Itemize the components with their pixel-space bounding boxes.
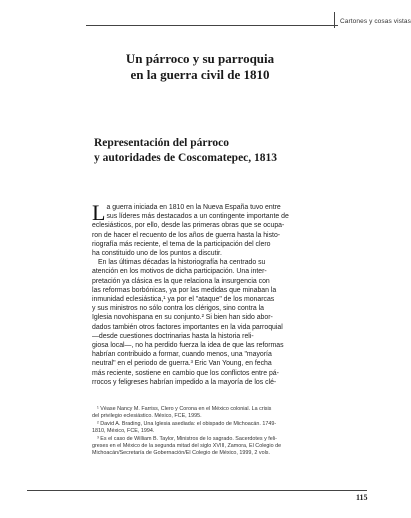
body-line: giosa local—, no ha perdido fuerza la idea de que las reformas xyxy=(92,342,284,350)
body-line: inmunidad eclesiástica,¹ ya por el "ataque" de los monarcas xyxy=(92,296,275,304)
body-line: Iglesia novohispana en su conjunto.² Si bien han sido abor- xyxy=(92,314,273,322)
chapter-title-line: en la guerra civil de 1810 xyxy=(130,67,270,82)
section-title-line: y autoridades de Coscomatepec, 1813 xyxy=(94,152,278,164)
section-title xyxy=(94,136,354,166)
section-title-line: Representación del párroco xyxy=(94,137,230,149)
footnote-line: greses en el México de la segunda mitad del siglo XVIII, Zamora, El Colegio de xyxy=(92,443,282,450)
running-header xyxy=(336,18,411,25)
body-line: riografía más reciente, el tema de la participación del clero xyxy=(92,240,271,248)
body-line: ron de hacer el recuento de los años de guerra hasta la histo- xyxy=(92,231,281,239)
footnote-line: Michoacán/Secretaría de Gobernación/El Colegio de México, 1999, 2 vols. xyxy=(92,450,270,457)
body-line: sus líderes más destacados a un contingente importante de xyxy=(106,213,289,221)
footnote-line: ¹ Véase Nancy M. Farriss, Clero y Corona en el México colonial. La crisis xyxy=(97,406,272,412)
header-rule xyxy=(86,25,338,26)
body-line: En las últimas décadas la historiografía ha centrado su xyxy=(98,259,266,267)
body-line: atención en los motivos de dicha participación. Una inter- xyxy=(92,268,267,276)
body-line: —desde cuestiones doctrinarias hasta la historia reli- xyxy=(92,332,254,340)
footer-rule xyxy=(27,490,367,491)
footnotes xyxy=(92,406,358,458)
footnote-line: ² David A. Brading, Una Iglesia asediada: el obispado de Michoacán. 1749- xyxy=(97,420,277,427)
paragraph-1 xyxy=(92,200,356,258)
body-text xyxy=(92,200,356,387)
body-line: a guerra iniciada en 1810 en la Nueva España tuvo entre xyxy=(106,204,281,211)
header-separator xyxy=(334,12,335,28)
page-number: 115 xyxy=(356,493,368,502)
body-line: habrían contribuido a formar, cuando menos, una "mayoría xyxy=(92,351,272,359)
running-title: Cartones y cosas vistas xyxy=(340,18,411,25)
body-line: eclesiásticos, por ello, desde las primeras obras que se ocupa- xyxy=(92,222,285,230)
body-line: dados también otros factores importantes en la vida parroquial xyxy=(92,323,283,331)
body-line: pretación ya clásica es la que relaciona la insurgencia con xyxy=(92,277,270,285)
drop-cap: L xyxy=(92,200,106,225)
body-line: y sus ministros no sólo contra los clérigos, sino contra la xyxy=(92,305,264,313)
footnote-line: 1810, México, FCE, 1994. xyxy=(92,428,155,435)
footnote-line: ³ Es el caso de William B. Taylor, Ministros de lo sagrado. Sacerdotes y feli- xyxy=(97,435,277,442)
paragraph-2 xyxy=(92,258,356,387)
body-line: rrocos y feligreses habrían impedido a la mayoría de los clé- xyxy=(92,378,277,386)
body-line: las reformas borbónicas, ya por las medidas que minaban la xyxy=(92,286,277,294)
body-line: neutral" en el periodo de guerra.³ Eric Van Young, en fecha xyxy=(92,360,272,368)
body-line: ha constituido uno de los puntos a discutir. xyxy=(92,250,222,258)
chapter-title-line: Un párroco y su parroquia xyxy=(125,51,275,66)
chapter-title xyxy=(0,51,400,83)
footnote-line: del privilegio eclesiástico. México, FCE, 1995. xyxy=(92,413,202,420)
body-line: más reciente, sostiene en cambio que los conflictos entre pá- xyxy=(92,369,279,377)
